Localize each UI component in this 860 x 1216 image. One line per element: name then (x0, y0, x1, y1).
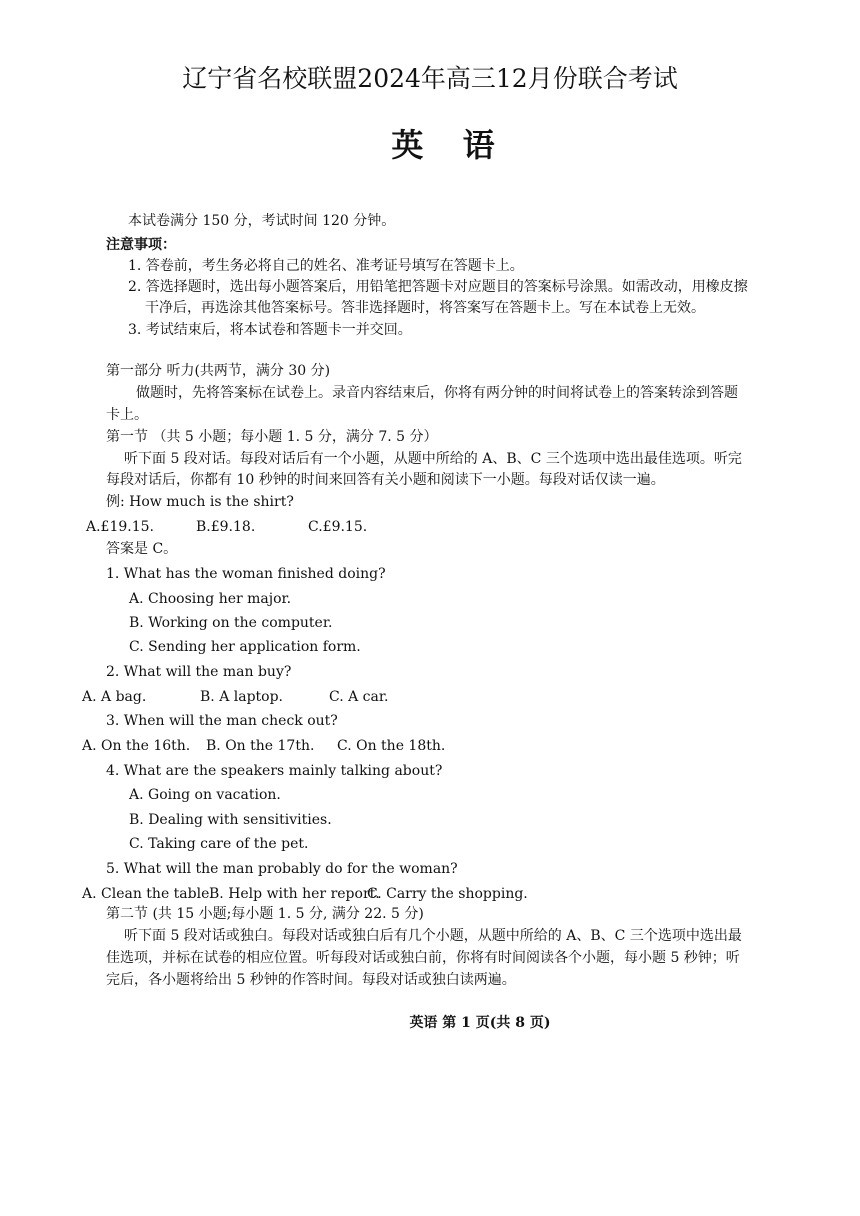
section1-instruction-line1: 听下面 5 段对话。每段对话后有一个小题，从题中所给的 A、B、C 三个选项中选出最佳选项。听完 (124, 451, 742, 467)
question-5-option-b: B. Help with her report. (209, 886, 380, 902)
question-3-option-a: A. On the 16th. (82, 738, 191, 754)
notice-item-3: 3. 考试结束后，将本试卷和答题卡一并交回。 (128, 322, 412, 338)
section2-instruction-line1: 听下面 5 段对话或独白。每段对话或独白后有几个小题，从题中所给的 A、B、C 三个选项中选出最 (124, 928, 742, 944)
question-4-option-b: B. Dealing with sensitivities. (129, 812, 332, 828)
part1-instruction-line2: 卡上。 (106, 407, 148, 423)
page-footer: 英语 第 1 页(共 8 页) (409, 1015, 551, 1031)
section2-instruction-line2: 佳选项，并标在试卷的相应位置。听每段对话或独白前，你将有时间阅读各个小题，每小题 5 秒钟；听 (106, 950, 740, 966)
question-1-option-b: B. Working on the computer. (129, 615, 333, 631)
example-answer: 答案是 C。 (106, 541, 178, 557)
notice-item-2: 2. 答选择题时，选出每小题答案后，用铅笔把答题卡对应题目的答案标号涂黑。如需改动，用橡皮擦 (128, 279, 748, 295)
example-option-a: A.£19.15. (86, 519, 154, 535)
section1-heading: 第一节 （共 5 小题；每小题 1. 5 分，满分 7. 5 分） (106, 429, 438, 445)
question-2-option-b: B. A laptop. (200, 689, 284, 705)
question-3: 3. When will the man check out? (106, 713, 338, 729)
question-2-option-a: A. A bag. (82, 689, 147, 705)
question-5-option-a: A. Clean the table. (82, 886, 214, 902)
question-3-option-b: B. On the 17th. (206, 738, 315, 754)
notice-item-2-cont: 干净后，再选涂其他答案标号。答非选择题时，将答案写在答题卡上。写在本试卷上无效。 (145, 300, 705, 316)
example-option-c: C.£9.15. (308, 519, 368, 535)
question-2-option-c: C. A car. (329, 689, 389, 705)
exam-title: 辽宁省名校联盟2024年高三12月份联合考试 (182, 64, 678, 93)
section2-instruction-line3: 完后，各小题将给出 5 秒钟的作答时间。每段对话或独白读两遍。 (106, 972, 516, 988)
question-2: 2. What will the man buy? (106, 664, 292, 680)
notice-item-1: 1. 答卷前，考生务必将自己的姓名、准考证号填写在答题卡上。 (128, 258, 524, 274)
score-time-note: 本试卷满分 150 分，考试时间 120 分钟。 (128, 213, 396, 229)
question-5-option-c: C. Carry the shopping. (367, 886, 528, 902)
example-option-b: B.£9.18. (196, 519, 256, 535)
question-1-option-c: C. Sending her application form. (129, 639, 361, 655)
question-4-option-c: C. Taking care of the pet. (129, 836, 309, 852)
notice-title: 注意事项： (106, 237, 176, 253)
question-3-option-c: C. On the 18th. (337, 738, 446, 754)
question-1-option-a: A. Choosing her major. (129, 591, 292, 607)
example-question: 例: How much is the shirt? (106, 494, 294, 510)
question-1: 1. What has the woman finished doing? (106, 566, 386, 582)
section2-heading: 第二节 (共 15 小题;每小题 1. 5 分, 满分 22. 5 分) (106, 906, 424, 922)
question-4: 4. What are the speakers mainly talking about? (106, 763, 443, 779)
question-4-option-a: A. Going on vacation. (129, 787, 281, 803)
section1-instruction-line2: 每段对话后，你都有 10 秒钟的时间来回答有关小题和阅读下一小题。每段对话仅读一遍。 (106, 472, 665, 488)
part1-heading: 第一部分 听力(共两节，满分 30 分) (106, 363, 331, 379)
subject-title: 英 语 (391, 126, 509, 164)
part1-instruction-line1: 做题时，先将答案标在试卷上。录音内容结束后，你将有两分钟的时间将试卷上的答案转涂到答题 (136, 385, 738, 401)
question-5: 5. What will the man probably do for the woman? (106, 861, 458, 877)
